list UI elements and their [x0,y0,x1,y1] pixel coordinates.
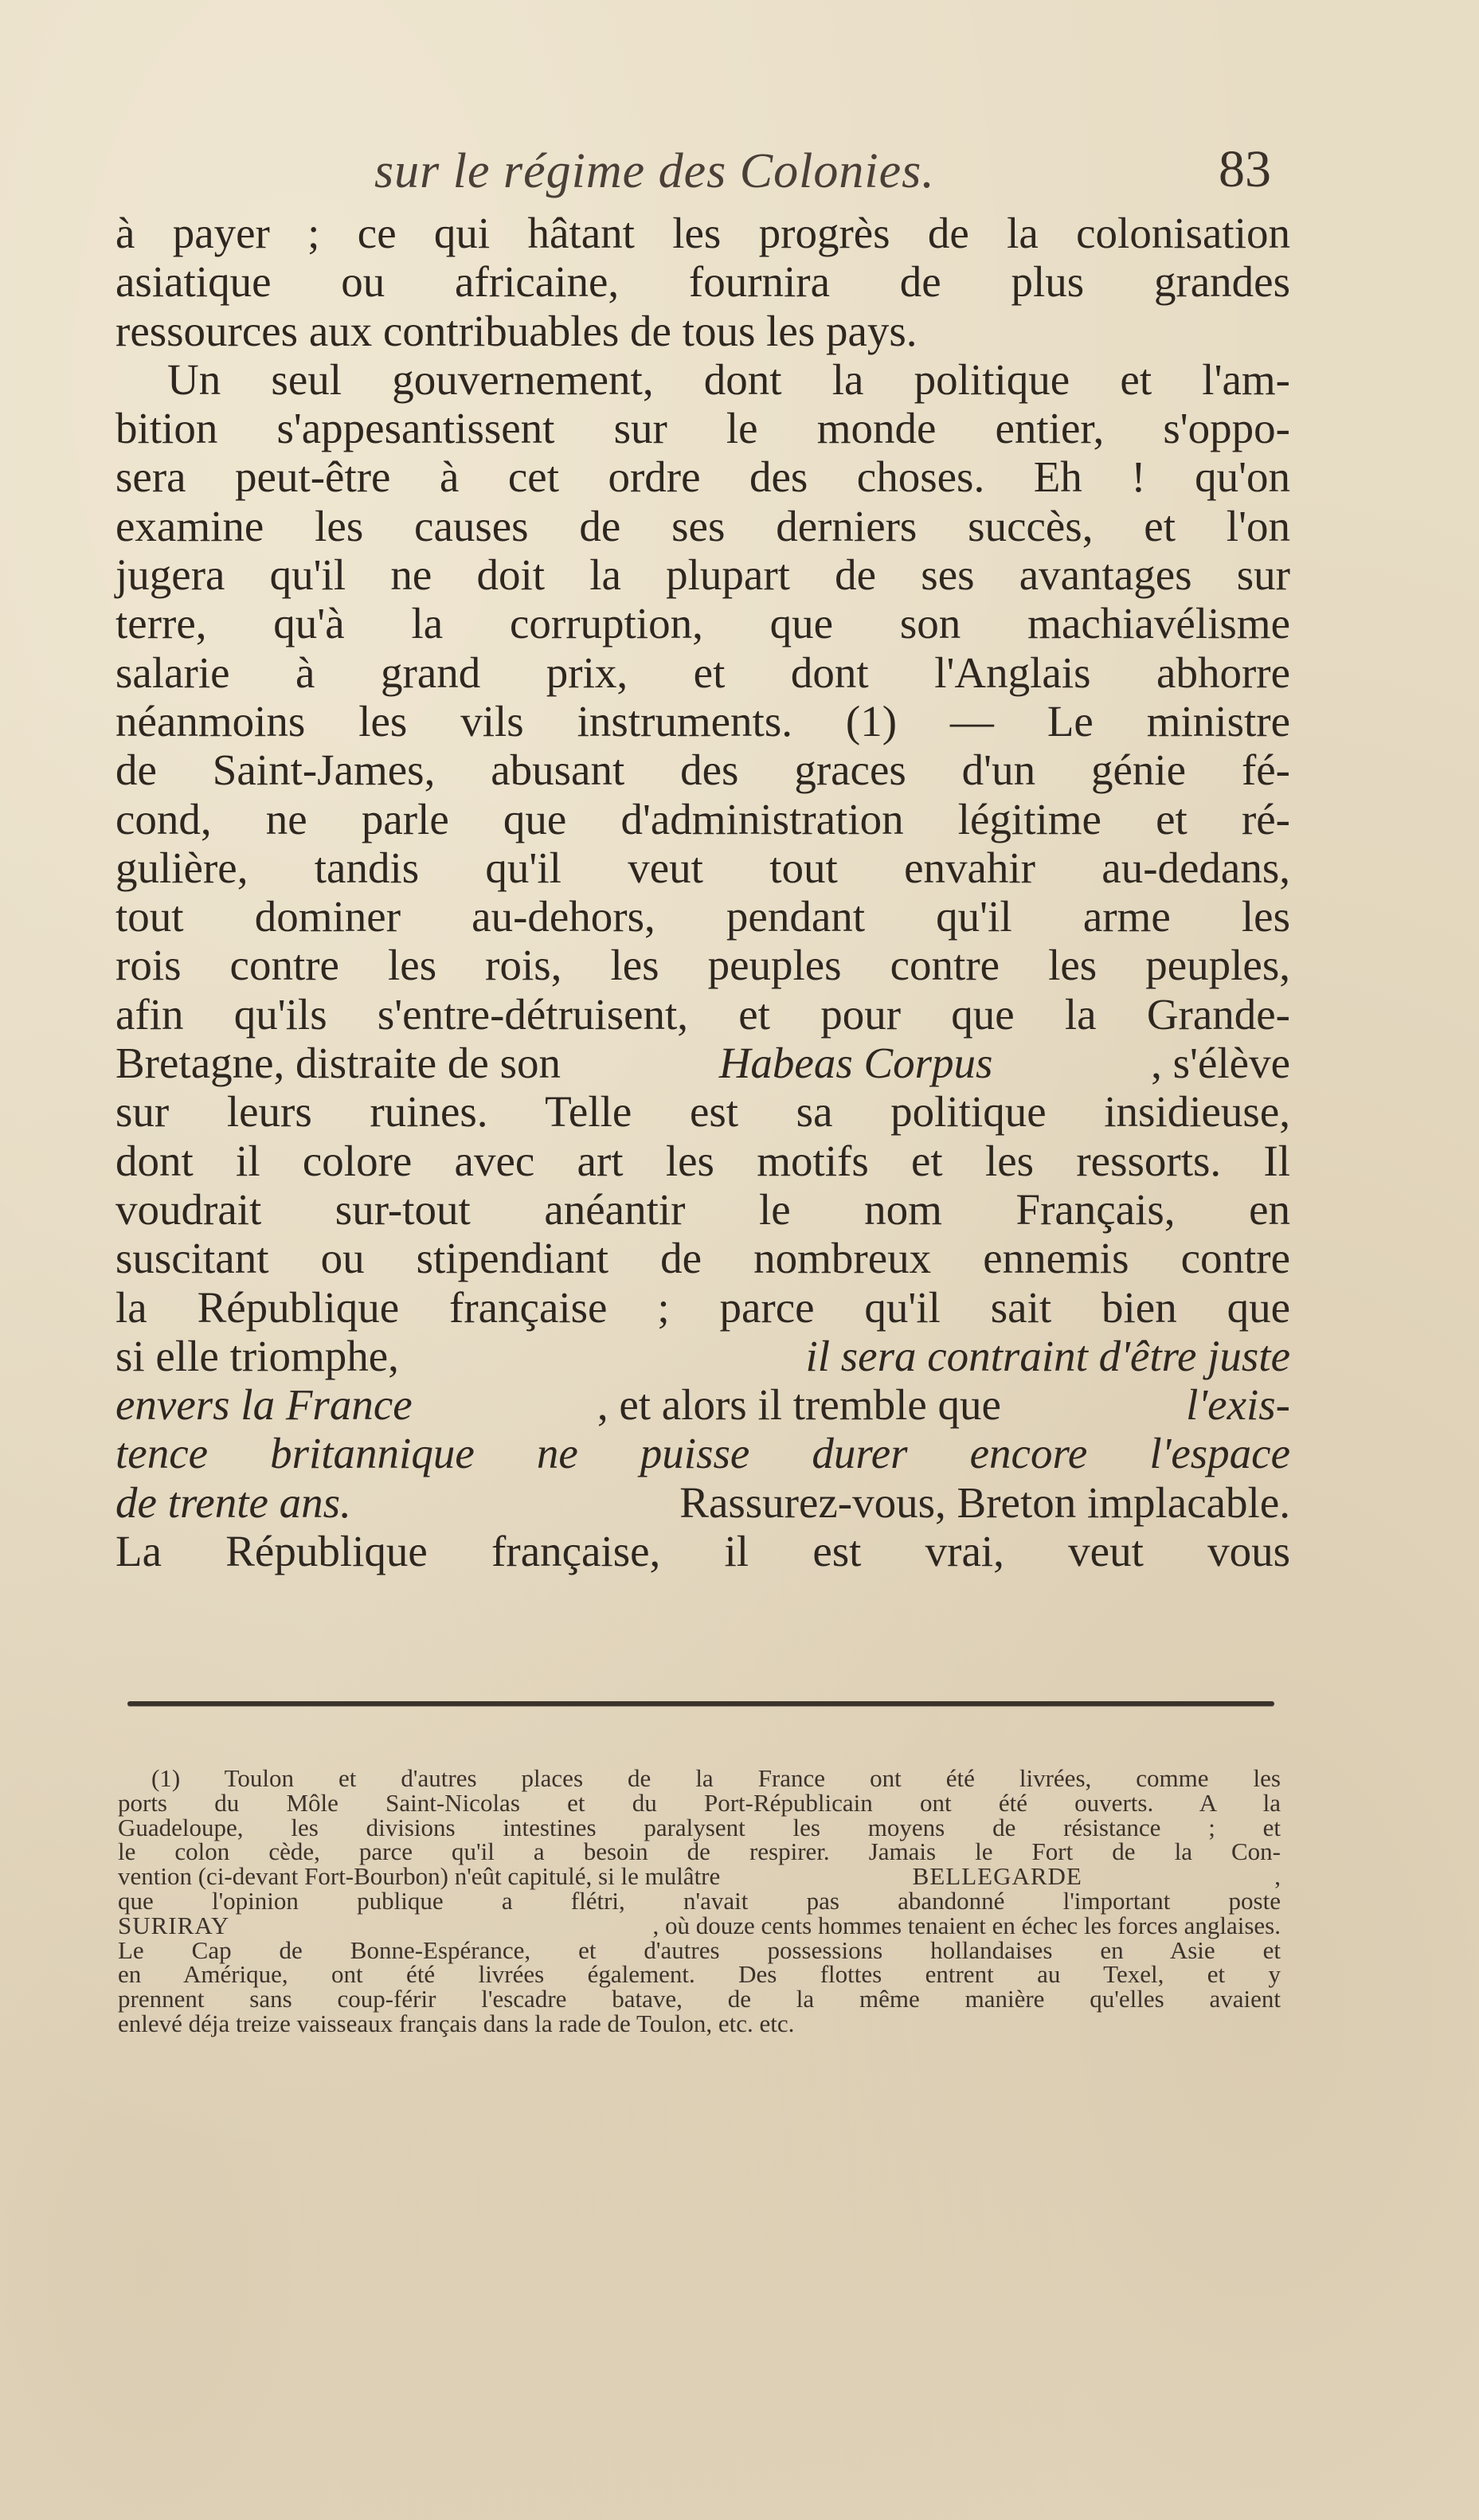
text-segment: , s'élève [1151,1039,1290,1088]
text-line: La République française, il est vrai, veut vous [115,1527,1290,1576]
text-line: afin qu'ils s'entre-détruisent, et pour que la Grande- [115,989,1290,1039]
footnote-line: ports du Môle Saint-Nicolas et du Port-Républicain ont été ouverts. A la [118,1788,1281,1817]
text-line: tout dominer au-dehors, pendant qu'il arme les [115,892,1290,941]
footnote-line: que l'opinion publique a flétri, n'avait pas abandonné l'important poste [118,1886,1281,1915]
text-line: cond, ne parle que d'administration légitime et ré- [115,794,1290,843]
footnote-segment: vention (ci-devant Fort-Bourbon) n'eût capitulé, si le mulâtre [118,1862,721,1891]
footnote-line: en Amérique, ont été livrées également. Des flottes entrent au Texel, et y [118,1960,1281,1989]
text-line: jugera qu'il ne doit la plupart de ses avantages sur [115,550,1290,600]
text-line: à payer ; ce qui hâtant les progrès de la colonisation [115,209,1290,257]
footnote-separator-rule [127,1701,1274,1706]
text-line: tence britannique ne puisse durer encore l'espace [115,1429,1290,1478]
text-segment: si elle triomphe, [115,1331,399,1380]
text-line: asiatique ou africaine, fournira de plus grandes [115,257,1290,307]
running-head: sur le régime des Colonies. [374,144,935,198]
text-line: sur leurs ruines. Telle est sa politique insidieuse, [115,1087,1290,1137]
text-line-mixed [115,1332,1290,1380]
text-line: rois contre les rois, les peuples contre les peuples, [115,941,1290,990]
text-segment-italic: envers la France [115,1380,413,1430]
footnote-line: le colon cède, parce qu'il a besoin de respirer. Jamais le Fort de la Con- [118,1837,1281,1866]
text-line: la République française ; parce qu'il sait bien que [115,1282,1290,1332]
text-line-mixed [115,1039,1290,1087]
text-segment: Bretagne, distraite de son [115,1039,561,1088]
page-header [112,131,1306,219]
text-line: sera peut-être à cet ordre des choses. Eh ! qu'on [115,452,1290,502]
text-line: voudrait sur-tout anéantir le nom Français, en [115,1184,1290,1234]
footnote-line-mixed [118,1862,1281,1891]
footnote-segment: , où douze cents hommes tenaient en échec les forces anglaises. [652,1911,1281,1939]
text-line: examine les causes de ses derniers succès, et l'on [115,501,1290,550]
text-line-mixed [115,1380,1290,1429]
text-segment: , et alors il tremble que [597,1380,1001,1430]
text-line: terre, qu'à la corruption, que son machiavélisme [115,599,1290,648]
footnote-segment-smallcaps: SURIRAY [118,1911,230,1939]
text-line: néanmoins les vils instruments. (1) — Le ministre [115,696,1290,745]
footnote-line: prennent sans coup-férir l'escadre batave, de la même manière qu'elles avaient [118,1985,1281,2013]
text-line: ressources aux contribuables de tous les pays. [115,306,918,355]
footnote-line: (1) Toulon et d'autres places de la France ont été livrées, comme les [151,1764,1281,1792]
text-line-mixed [115,1478,1290,1527]
text-segment-italic: l'exis- [1186,1380,1290,1430]
text-line: salarie à grand prix, et dont l'Anglais abhorre [115,648,1290,697]
footnote-segment-smallcaps: BELLEGARDE [912,1862,1082,1891]
footnote-line-mixed [118,1911,1281,1939]
text-line: Un seul gouvernement, dont la politique et l'am- [167,354,1290,404]
text-segment-italic: de trente ans. [115,1477,351,1527]
page-number: 83 [1219,140,1271,198]
main-text [115,209,1290,1575]
text-segment: Rassurez-vous, Breton implacable. [679,1477,1290,1527]
text-line: de Saint-James, abusant des graces d'un génie fé- [115,745,1290,795]
text-line: suscitant ou stipendiant de nombreux ennemis contre [115,1234,1290,1283]
footnote [118,1764,1281,2037]
footnote-line: Guadeloupe, les divisions intestines paralysent les moyens de résistance ; et [118,1813,1281,1841]
text-segment-italic: il sera contraint d'être juste [805,1331,1290,1380]
footnote-segment: , [1274,1862,1281,1891]
text-line: bition s'appesantissent sur le monde entier, s'oppo- [115,404,1290,453]
footnote-line: enlevé déja treize vaisseaux français dans la rade de Toulon, etc. etc. [118,2009,795,2037]
text-line: gulière, tandis qu'il veut tout envahir au-dedans, [115,843,1290,892]
text-line: dont il colore avec art les motifs et les ressorts. Il [115,1136,1290,1185]
footnote-line: Le Cap de Bonne-Espérance, et d'autres possessions hollandaises en Asie et [118,1935,1281,1964]
text-segment-italic: Habeas Corpus [718,1039,993,1088]
